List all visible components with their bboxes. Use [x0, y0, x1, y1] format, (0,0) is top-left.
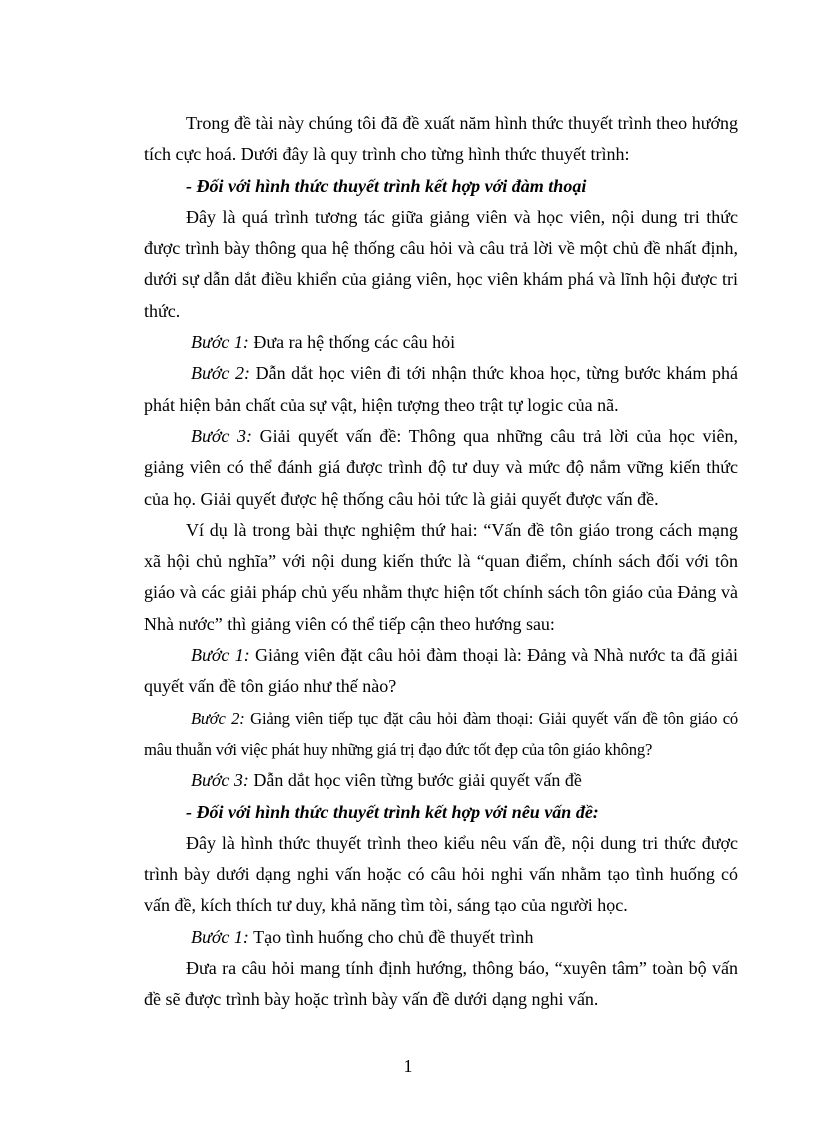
step-paragraph — [144, 922, 738, 953]
document-body — [144, 108, 738, 1016]
step-paragraph — [144, 327, 738, 358]
step-label: Bước 2: — [191, 708, 245, 728]
step-paragraph — [144, 358, 738, 421]
step-label: Bước 3: — [191, 425, 252, 446]
step-paragraph — [144, 640, 738, 703]
step-text: Giải quyết vấn đề: Thông qua những câu trả lời của học viên, giảng viên có thể đánh giá được trình độ tư duy và mức độ nắm vững kiến thức của họ. Giải quyết được hệ thống câu hỏi tức là giải quyết được vấn đề. — [144, 425, 738, 509]
step-label: Bước 1: — [191, 332, 249, 353]
body-paragraph: Đây là quá trình tương tác giữa giảng viên và học viên, nội dung tri thức được trình bày thông qua hệ thống câu hỏi và câu trả lời về một chủ đề nhất định, dưới sự dẫn dắt điều khiển của giảng viên, học viên khám phá và lĩnh hội được tri thức. — [144, 206, 738, 321]
body-paragraph: Ví dụ là trong bài thực nghiệm thứ hai: “Vấn đề tôn giáo trong cách mạng xã hội chủ nghĩa” với nội dung kiến thức là “quan điểm, chính sách đối với tôn giáo và các giải pháp chủ yếu nhằm thực hiện tốt chính sách tôn giáo của Đảng và Nhà nước” thì giảng viên có thể tiếp cận theo hướng sau: — [144, 519, 738, 634]
step-text: Dẫn dắt học viên đi tới nhận thức khoa học, từng bước khám phá phát hiện bản chất của sự vật, hiện tượng theo trật tự logic của nã. — [144, 363, 738, 415]
body-paragraph: Đưa ra câu hỏi mang tính định hướng, thông báo, “xuyên tâm” toàn bộ vấn đề sẽ được trình bày hoặc trình bày vấn đề dưới dạng nghi vấn. — [144, 958, 738, 1010]
step-text: Dẫn dắt học viên từng bước giải quyết vấn đề — [248, 770, 582, 791]
body-paragraph: Trong đề tài này chúng tôi đã đề xuất năm hình thức thuyết trình theo hướng tích cực hoá. Dưới đây là quy trình cho từng hình thức thuyết trình: — [144, 113, 738, 165]
section-heading: - Đối với hình thức thuyết trình kết hợp với đàm thoại — [186, 175, 587, 196]
step-text: Giảng viên tiếp tục đặt câu hỏi đàm thoại: Giải quyết vấn đề tôn giáo có mâu thuẫn với việc phát huy những giá trị đạo đức tốt đẹp của tôn giáo không? — [144, 708, 738, 759]
step-label: Bước 3: — [191, 770, 249, 791]
section-heading: - Đối với hình thức thuyết trình kết hợp với nêu vấn đề: — [186, 801, 599, 822]
step-text: Tạo tình huống cho chủ đề thuyết trình — [248, 926, 534, 947]
page-number: 1 — [403, 1056, 413, 1076]
step-paragraph — [144, 765, 738, 796]
step-text: Giảng viên đặt câu hỏi đàm thoại là: Đảng và Nhà nước ta đã giải quyết vấn đề tôn giáo như thế nào? — [144, 645, 738, 697]
body-paragraph: Đây là hình thức thuyết trình theo kiểu nêu vấn đề, nội dung tri thức được trình bày dưới dạng nghi vấn hoặc có câu hỏi nghi vấn nhằm tạo tình huống có vấn đề, kích thích tư duy, khả năng tìm tòi, sáng tạo của người học. — [144, 832, 738, 916]
step-label: Bước 1: — [191, 645, 250, 666]
step-paragraph — [144, 421, 738, 515]
step-label: Bước 2: — [191, 363, 250, 384]
step-label: Bước 1: — [191, 926, 249, 947]
step-paragraph — [144, 703, 738, 766]
step-text: Đưa ra hệ thống các câu hỏi — [248, 332, 456, 353]
